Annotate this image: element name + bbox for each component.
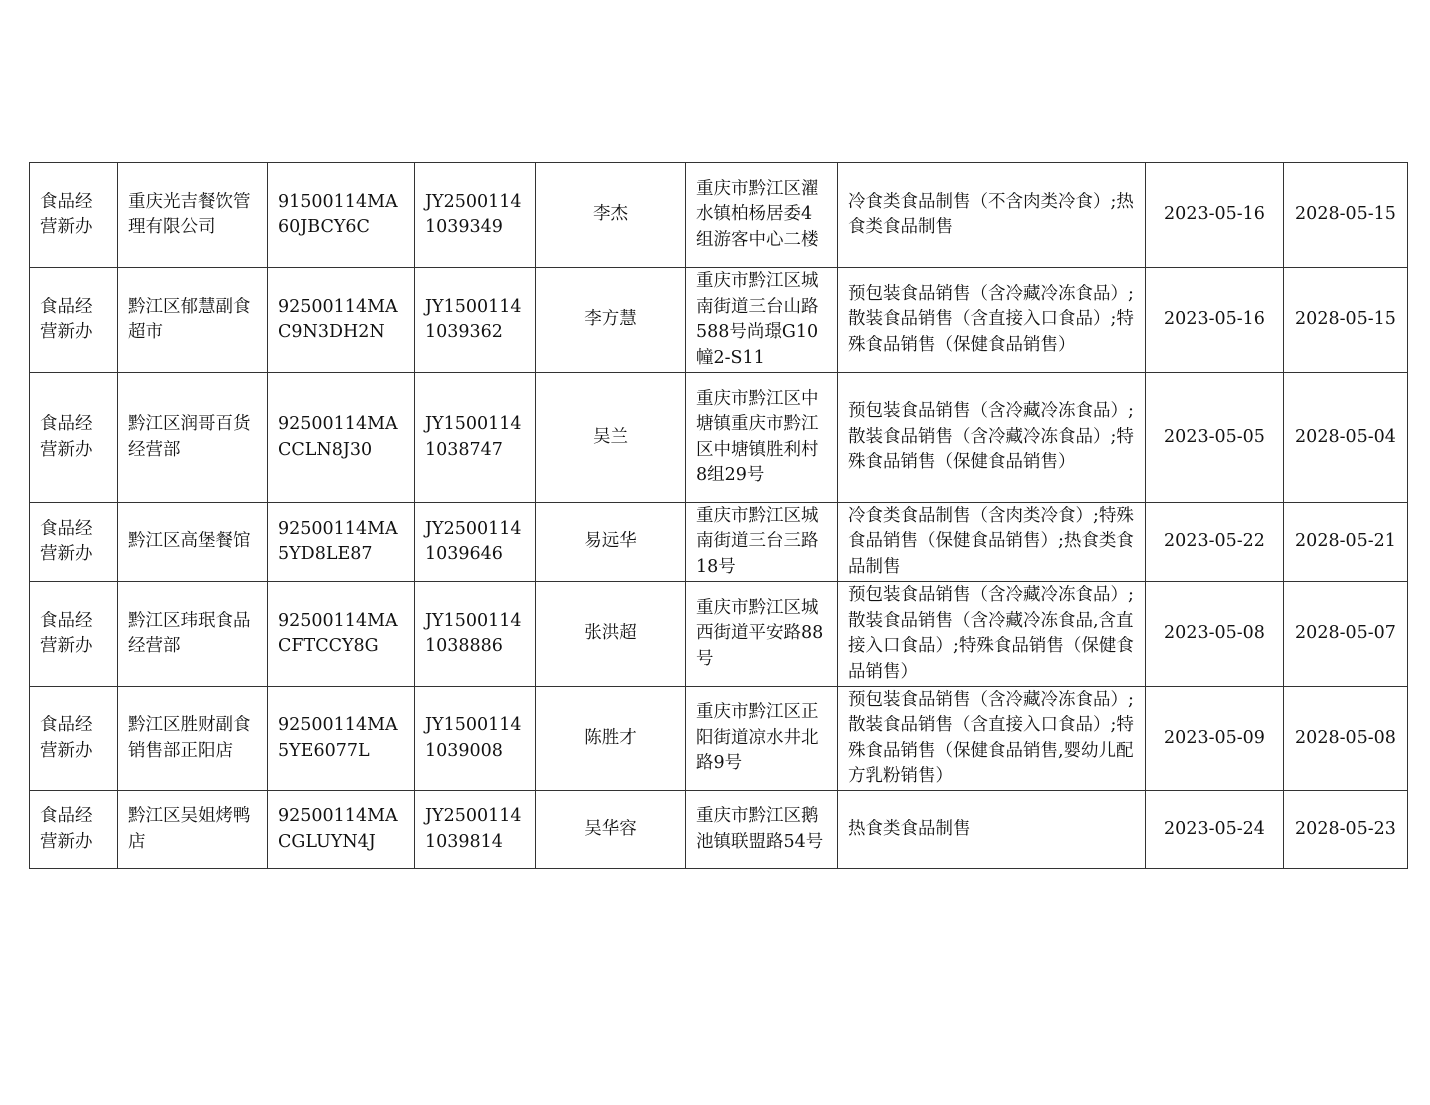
table-row	[30, 268, 1408, 373]
license-number-cell: JY15001141039362	[415, 268, 536, 373]
table-row	[30, 503, 1408, 582]
expiry-date-cell: 2028-05-08	[1284, 687, 1408, 791]
category-cell: 食品经营新办	[30, 268, 118, 373]
issue-date-cell: 2023-05-16	[1146, 163, 1284, 268]
business-name-cell: 黔江区润哥百货经营部	[118, 373, 268, 503]
credit-code-cell: 92500114MA5YD8LE87	[268, 503, 415, 582]
address-cell: 重庆市黔江区中塘镇重庆市黔江区中塘镇胜利村8组29号	[686, 373, 838, 503]
business-scope-cell: 冷食类食品制售（含肉类冷食）;特殊食品销售（保健食品销售）;热食类食品制售	[838, 503, 1146, 582]
business-name-cell: 黔江区玮珉食品经营部	[118, 582, 268, 687]
business-name-cell: 黔江区吴姐烤鸭店	[118, 791, 268, 869]
business-scope-cell: 预包装食品销售（含冷藏冷冻食品）;散装食品销售（含冷藏冷冻食品）;特殊食品销售（保健食品销售）	[838, 373, 1146, 503]
business-name-cell: 重庆光吉餐饮管理有限公司	[118, 163, 268, 268]
legal-person-cell: 易远华	[536, 503, 686, 582]
expiry-date-cell: 2028-05-23	[1284, 791, 1408, 869]
table-row	[30, 791, 1408, 869]
legal-person-cell: 李杰	[536, 163, 686, 268]
issue-date-cell: 2023-05-22	[1146, 503, 1284, 582]
license-number-cell: JY15001141038747	[415, 373, 536, 503]
legal-person-cell: 陈胜才	[536, 687, 686, 791]
address-cell: 重庆市黔江区濯水镇柏杨居委4组游客中心二楼	[686, 163, 838, 268]
expiry-date-cell: 2028-05-04	[1284, 373, 1408, 503]
address-cell: 重庆市黔江区鹅池镇联盟路54号	[686, 791, 838, 869]
issue-date-cell: 2023-05-08	[1146, 582, 1284, 687]
address-cell: 重庆市黔江区城西街道平安路88号	[686, 582, 838, 687]
business-scope-cell: 预包装食品销售（含冷藏冷冻食品）;散装食品销售（含直接入口食品）;特殊食品销售（保健食品销售,婴幼儿配方乳粉销售）	[838, 687, 1146, 791]
credit-code-cell: 92500114MACCLN8J30	[268, 373, 415, 503]
issue-date-cell: 2023-05-24	[1146, 791, 1284, 869]
legal-person-cell: 李方慧	[536, 268, 686, 373]
credit-code-cell: 92500114MAC9N3DH2N	[268, 268, 415, 373]
license-number-cell: JY25001141039646	[415, 503, 536, 582]
legal-person-cell: 吴华容	[536, 791, 686, 869]
category-cell: 食品经营新办	[30, 503, 118, 582]
license-number-cell: JY15001141039008	[415, 687, 536, 791]
table-row	[30, 163, 1408, 268]
address-cell: 重庆市黔江区正阳街道凉水井北路9号	[686, 687, 838, 791]
business-name-cell: 黔江区胜财副食销售部正阳店	[118, 687, 268, 791]
expiry-date-cell: 2028-05-07	[1284, 582, 1408, 687]
credit-code-cell: 92500114MACFTCCY8G	[268, 582, 415, 687]
table-row	[30, 582, 1408, 687]
business-scope-cell: 预包装食品销售（含冷藏冷冻食品）;散装食品销售（含冷藏冷冻食品,含直接入口食品）;特殊食品销售（保健食品销售）	[838, 582, 1146, 687]
category-cell: 食品经营新办	[30, 373, 118, 503]
issue-date-cell: 2023-05-05	[1146, 373, 1284, 503]
business-scope-cell: 预包装食品销售（含冷藏冷冻食品）;散装食品销售（含直接入口食品）;特殊食品销售（保健食品销售）	[838, 268, 1146, 373]
table-row	[30, 687, 1408, 791]
category-cell: 食品经营新办	[30, 791, 118, 869]
category-cell: 食品经营新办	[30, 163, 118, 268]
business-scope-cell: 热食类食品制售	[838, 791, 1146, 869]
category-cell: 食品经营新办	[30, 687, 118, 791]
expiry-date-cell: 2028-05-15	[1284, 268, 1408, 373]
credit-code-cell: 92500114MA5YE6077L	[268, 687, 415, 791]
credit-code-cell: 91500114MA60JBCY6C	[268, 163, 415, 268]
license-number-cell: JY15001141038886	[415, 582, 536, 687]
issue-date-cell: 2023-05-16	[1146, 268, 1284, 373]
license-table	[29, 162, 1408, 869]
business-name-cell: 黔江区高堡餐馆	[118, 503, 268, 582]
address-cell: 重庆市黔江区城南街道三台三路18号	[686, 503, 838, 582]
credit-code-cell: 92500114MACGLUYN4J	[268, 791, 415, 869]
address-cell: 重庆市黔江区城南街道三台山路588号尚璟G10幢2-S11	[686, 268, 838, 373]
expiry-date-cell: 2028-05-21	[1284, 503, 1408, 582]
issue-date-cell: 2023-05-09	[1146, 687, 1284, 791]
legal-person-cell: 吴兰	[536, 373, 686, 503]
table-row	[30, 373, 1408, 503]
category-cell: 食品经营新办	[30, 582, 118, 687]
license-number-cell: JY25001141039814	[415, 791, 536, 869]
business-name-cell: 黔江区郁慧副食超市	[118, 268, 268, 373]
expiry-date-cell: 2028-05-15	[1284, 163, 1408, 268]
business-scope-cell: 冷食类食品制售（不含肉类冷食）;热食类食品制售	[838, 163, 1146, 268]
license-number-cell: JY25001141039349	[415, 163, 536, 268]
legal-person-cell: 张洪超	[536, 582, 686, 687]
